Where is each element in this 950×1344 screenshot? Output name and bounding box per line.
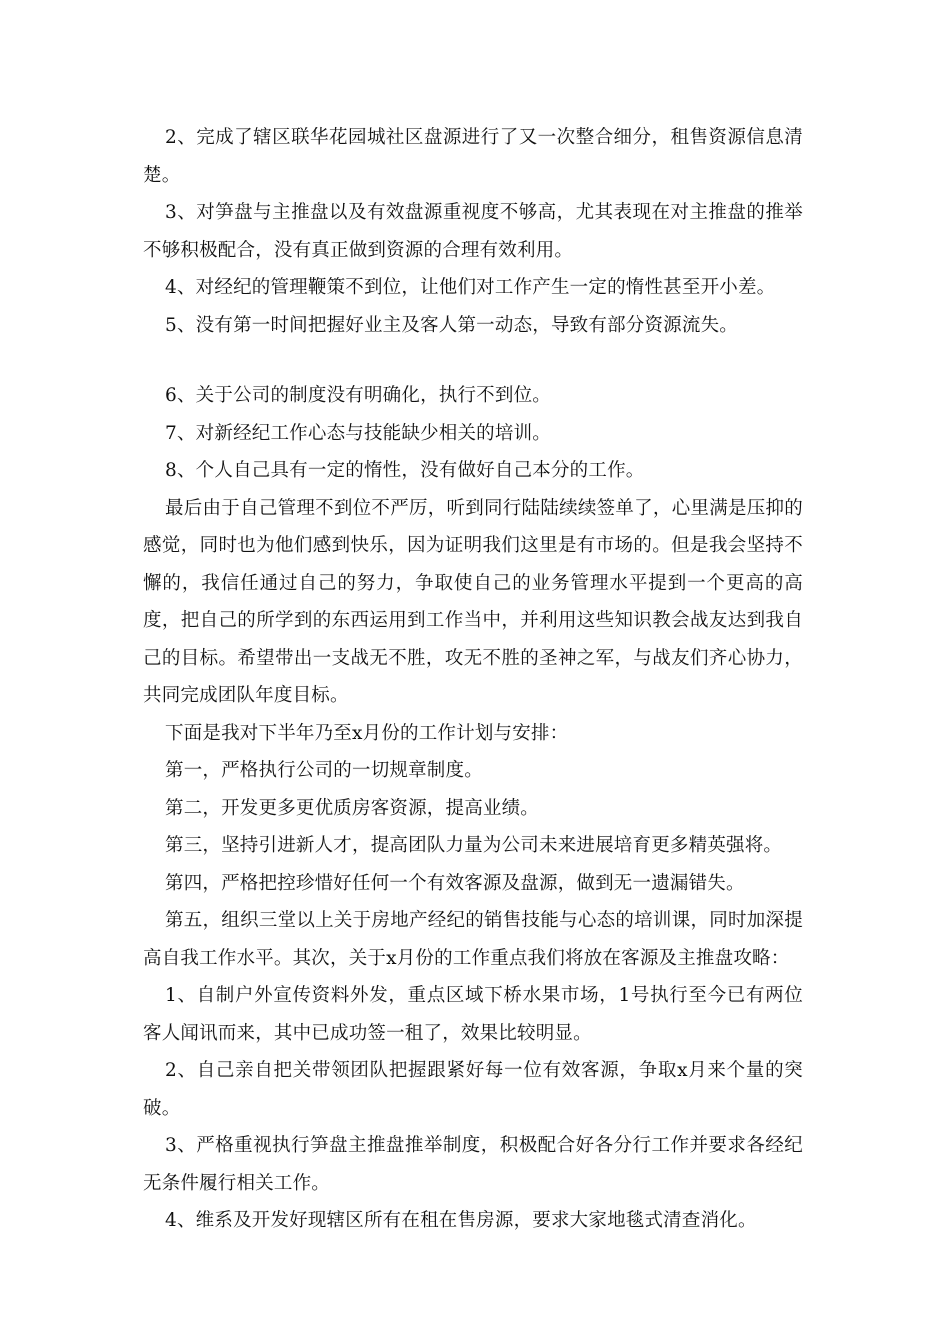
paragraph-item-3: 3、对笋盘与主推盘以及有效盘源重视度不够高，尤其表现在对主推盘的推举不够积极配合，没有真正做到资源的合理有效利用。 xyxy=(143,202,803,261)
paragraph-focus-2: 2、自己亲自把关带领团队把握跟紧好每一位有效客源，争取x月来个量的突破。 xyxy=(143,1060,803,1119)
paragraph-summary: 最后由于自己管理不到位不严厉，听到同行陆陆续续签单了，心里满是压抑的感觉，同时也为他们感到快乐，因为证明我们这里是有市场的。但是我会坚持不懈的，我信任通过自己的努力，争取使自己的业务管理水平提到一个更高的高度，把自己的所学到的东西运用到工作当中，并利用这些知识教会战友达到我自己的目标。希望带出一支战无不胜，攻无不胜的圣神之军，与战友们齐心协力，共同完成团队年度目标。 xyxy=(143,497,803,706)
paragraph-gap xyxy=(143,344,803,377)
paragraph-plan-second: 第二，开发更多更优质房客资源，提高业绩。 xyxy=(165,797,540,819)
paragraph-item-6: 6、关于公司的制度没有明确化，执行不到位。 xyxy=(165,385,551,406)
paragraph-plan-third: 第三，坚持引进新人才，提高团队力量为公司未来进展培育更多精英强将。 xyxy=(165,835,783,856)
paragraph-item-8: 8、个人自己具有一定的惰性，没有做好自己本分的工作。 xyxy=(165,460,645,481)
paragraph-plan-fifth: 第五，组织三堂以上关于房地产经纪的销售技能与心态的培训课，同时加深提高自我工作水平。其次，关于x月份的工作重点我们将放在客源及主推盘攻略： xyxy=(143,910,803,969)
paragraph-focus-1: 1、自制户外宣传资料外发，重点区域下桥水果市场，1号执行至今已有两位客人闻讯而来，其中已成功签一租了，效果比较明显。 xyxy=(143,985,803,1044)
paragraph-focus-3: 3、严格重视执行笋盘主推盘推举制度，积极配合好各分行工作并要求各经纪无条件履行相关工作。 xyxy=(143,1135,803,1194)
paragraph-plan-fourth: 第四，严格把控珍惜好任何一个有效客源及盘源，做到无一遗漏错失。 xyxy=(165,872,745,894)
paragraph-plan-first: 第一，严格执行公司的一切规章制度。 xyxy=(165,760,483,781)
paragraph-plan-intro: 下面是我对下半年乃至x月份的工作计划与安排： xyxy=(165,722,569,744)
paragraph-item-2: 2、完成了辖区联华花园城社区盘源进行了又一次整合细分，租售资源信息清楚。 xyxy=(143,127,803,186)
paragraph-focus-4: 4、维系及开发好现辖区所有在租在售房源，要求大家地毯式清查消化。 xyxy=(165,1210,757,1231)
paragraph-item-4: 4、对经纪的管理鞭策不到位，让他们对工作产生一定的惰性甚至开小差。 xyxy=(165,277,776,298)
paragraph-item-7: 7、对新经纪工作心态与技能缺少相关的培训。 xyxy=(165,422,551,444)
paragraph-item-5: 5、没有第一时间把握好业主及客人第一动态，导致有部分资源流失。 xyxy=(165,314,738,336)
document-body xyxy=(143,119,803,1240)
